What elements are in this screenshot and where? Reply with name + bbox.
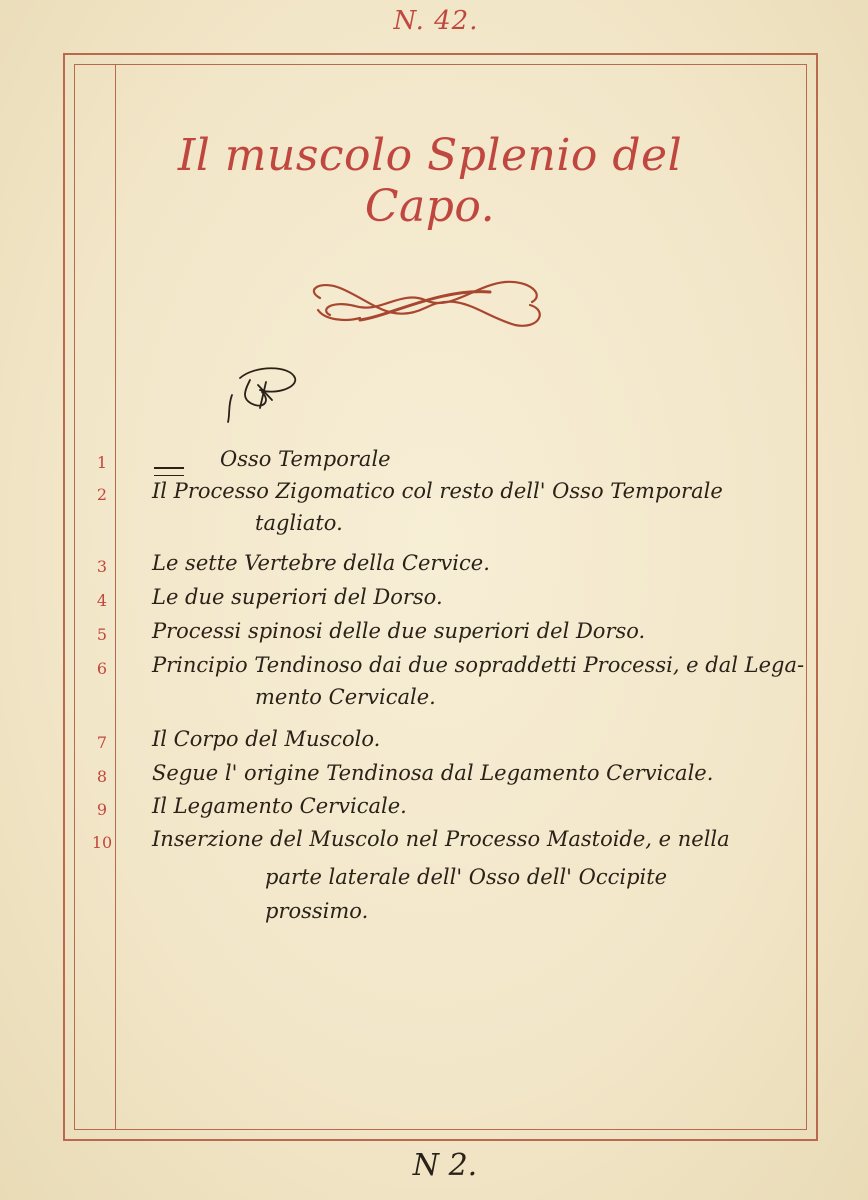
item-number: 3 bbox=[96, 557, 108, 576]
item-text: Le sette Vertebre della Cervice. bbox=[152, 551, 490, 575]
item-text: Processi spinosi delle due superiori del Dorso. bbox=[152, 619, 646, 643]
item-text: Il Legamento Cervicale. bbox=[152, 794, 407, 818]
item-text-continued: prossimo. bbox=[265, 899, 369, 923]
item-text: Principio Tendinoso dai due sopraddetti Processi, e dal Lega- bbox=[152, 653, 805, 677]
item-number: 8 bbox=[96, 767, 108, 786]
item-text: Osso Temporale bbox=[220, 447, 391, 471]
page-title: Il muscolo Splenio del Capo. bbox=[177, 130, 683, 232]
item-number: 5 bbox=[96, 625, 108, 644]
item-number: 10 bbox=[91, 833, 113, 852]
ornamental-flourish-icon bbox=[300, 270, 550, 340]
item-number: 6 bbox=[96, 659, 108, 678]
item-text-continued: parte laterale dell' Osso dell' Occipite bbox=[265, 865, 668, 889]
item-number: 1 bbox=[96, 453, 108, 472]
item-text: Inserzione del Muscolo nel Processo Mastoide, e nella bbox=[152, 827, 730, 851]
legend-monogram-icon bbox=[220, 360, 310, 430]
plate-number-bottom: N 2. bbox=[412, 1148, 478, 1183]
item-text: Le due superiori del Dorso. bbox=[152, 585, 443, 609]
item-number: 9 bbox=[96, 800, 108, 819]
dash-mark bbox=[154, 467, 184, 476]
item-number: 7 bbox=[96, 733, 108, 752]
item-text-continued: tagliato. bbox=[255, 511, 343, 535]
item-text-continued: mento Cervicale. bbox=[255, 685, 436, 709]
item-number: 4 bbox=[96, 591, 108, 610]
item-number: 2 bbox=[96, 485, 108, 504]
item-text: Il Processo Zigomatico col resto dell' Osso Temporale bbox=[152, 479, 723, 503]
item-text: Segue l' origine Tendinosa dal Legamento Cervicale. bbox=[152, 761, 714, 785]
item-text: Il Corpo del Muscolo. bbox=[152, 727, 381, 751]
plate-number-top: N. 42. bbox=[393, 6, 479, 36]
